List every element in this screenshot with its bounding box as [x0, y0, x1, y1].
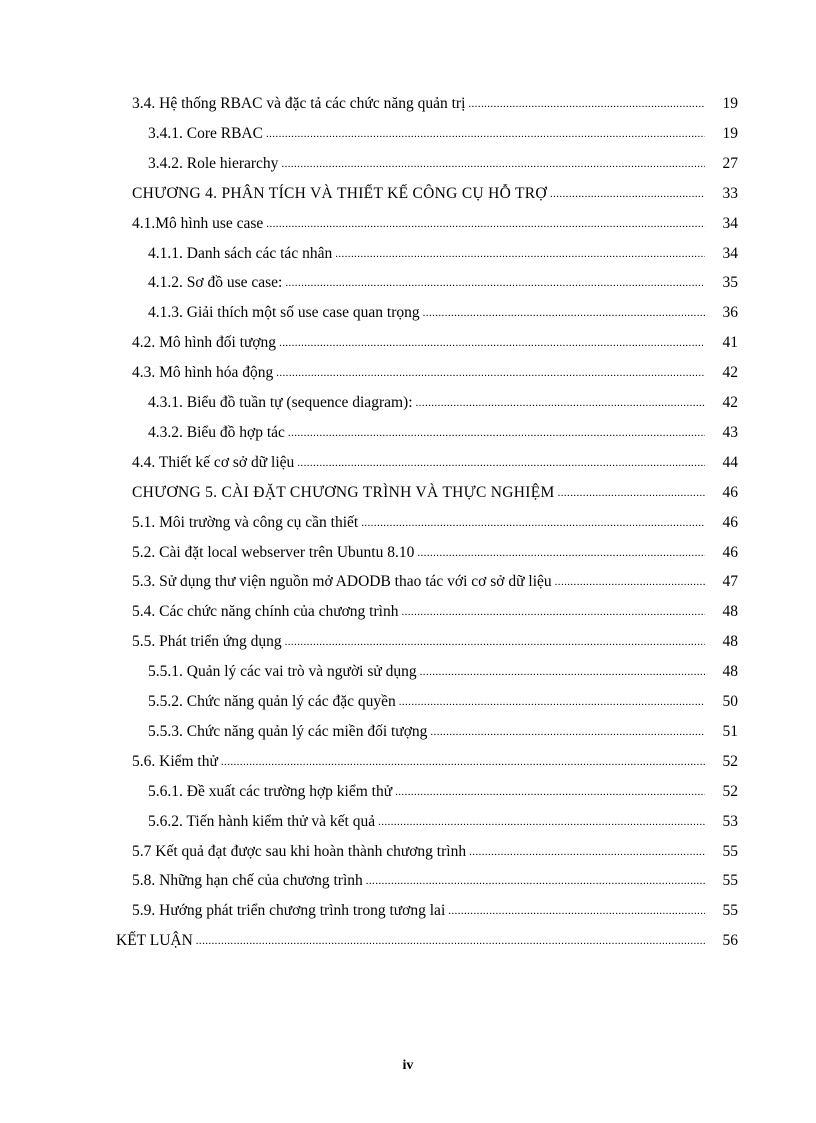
- toc-entry[interactable]: [148, 657, 738, 687]
- dot-leader: [279, 334, 705, 352]
- toc-entry-page: 55: [722, 842, 738, 860]
- toc-entry-page: 56: [722, 932, 738, 950]
- toc-entry[interactable]: [148, 239, 738, 269]
- toc-entry[interactable]: [116, 926, 738, 956]
- toc-entry-title: 4.3.2. Biểu đồ hợp tác: [148, 423, 285, 441]
- dot-leader: [448, 902, 705, 920]
- toc-entry-page: 43: [722, 423, 738, 441]
- toc-entry-page: 44: [722, 453, 738, 471]
- toc-entry[interactable]: [132, 328, 738, 358]
- toc-entry[interactable]: [148, 268, 738, 298]
- toc-entry-title: 4.2. Mô hình đối tượng: [132, 334, 277, 352]
- toc-entry[interactable]: [132, 866, 738, 896]
- dot-leader: [416, 394, 705, 412]
- toc-entry-page: 42: [722, 364, 738, 382]
- toc-entry-title: 4.1.2. Sơ đồ use case:: [148, 274, 283, 292]
- toc-entry-page: 46: [722, 483, 738, 501]
- toc-entry[interactable]: [148, 418, 738, 448]
- toc-entry[interactable]: [132, 538, 738, 568]
- toc-entry[interactable]: [132, 448, 738, 478]
- dot-leader: [196, 932, 705, 950]
- dot-leader: [266, 215, 705, 233]
- toc-entry-title: 3.4.1. Core RBAC: [148, 124, 263, 142]
- dot-leader: [417, 544, 705, 562]
- toc-entry-title: 5.6. Kiểm thử: [132, 752, 218, 770]
- toc-entry-title: 5.6.2. Tiến hành kiểm thử và kết quả: [148, 812, 376, 830]
- dot-leader: [401, 603, 705, 621]
- toc-entry-page: 35: [722, 274, 738, 292]
- dot-leader: [335, 245, 705, 263]
- dot-leader: [550, 185, 705, 203]
- dot-leader: [555, 573, 705, 591]
- toc-entry-title: 5.5. Phát triển ứng dụng: [132, 633, 282, 651]
- toc-entry[interactable]: [132, 179, 738, 209]
- toc-entry[interactable]: [132, 747, 738, 777]
- toc-entry-title: 5.7 Kết quả đạt được sau khi hoàn thành chương trình: [132, 842, 467, 860]
- toc-entry-title: CHƯƠNG 4. PHÂN TÍCH VÀ THIẾT KẾ CÔNG CỤ HỖ TRỢ: [132, 184, 547, 202]
- toc-entry[interactable]: [148, 298, 738, 328]
- toc-entry-title: 3.4.2. Role hierarchy: [148, 154, 279, 172]
- toc-entry-page: 34: [722, 214, 738, 232]
- dot-leader: [378, 813, 705, 831]
- toc-entry-page: 51: [722, 722, 738, 740]
- toc-entry[interactable]: [148, 119, 738, 149]
- dot-leader: [469, 843, 705, 861]
- page-number: iv: [402, 1058, 414, 1073]
- dot-leader: [288, 424, 705, 442]
- toc-entry-title: 3.4. Hệ thống RBAC và đặc tả các chức năng quản trị: [132, 95, 466, 112]
- dot-leader: [221, 753, 705, 771]
- toc-entry-title: 4.3. Mô hình hóa động: [132, 364, 274, 382]
- toc-entry-page: 19: [722, 95, 738, 112]
- toc-entry-page: 34: [722, 244, 738, 262]
- toc-entry-title: KẾT LUẬN: [116, 932, 193, 950]
- toc-entry-page: 46: [722, 513, 738, 531]
- toc-entry-title: CHƯƠNG 5. CÀI ĐẶT CHƯƠNG TRÌNH VÀ THỰC NGHIỆM: [132, 483, 555, 501]
- toc-entry[interactable]: [132, 567, 738, 597]
- dot-leader: [285, 274, 705, 292]
- toc-entry-page: 52: [722, 782, 738, 800]
- toc-entry-page: 46: [722, 543, 738, 561]
- toc-entry[interactable]: [132, 478, 738, 508]
- toc-entry-title: 5.4. Các chức năng chính của chương trình: [132, 603, 399, 621]
- toc-entry-title: 5.1. Môi trường và công cụ cần thiết: [132, 513, 359, 531]
- toc-entry-page: 48: [722, 633, 738, 651]
- toc-entry[interactable]: [148, 388, 738, 418]
- toc-entry-page: 55: [722, 872, 738, 890]
- toc-entry-page: 42: [722, 394, 738, 411]
- toc-entry[interactable]: [132, 597, 738, 627]
- toc-entry[interactable]: [132, 837, 738, 867]
- dot-leader: [281, 155, 705, 173]
- dot-leader: [558, 484, 705, 502]
- toc-entry-title: 4.1.3. Giải thích một số use case quan trọng: [148, 304, 420, 322]
- dot-leader: [420, 663, 705, 681]
- toc-entry[interactable]: [132, 896, 738, 926]
- toc-entry[interactable]: [132, 627, 738, 657]
- toc-entry-page: 41: [722, 334, 738, 352]
- toc-entry-title: 5.6.1. Đề xuất các trường hợp kiểm thử: [148, 782, 393, 800]
- toc-entry[interactable]: [132, 89, 738, 119]
- toc-entry-page: 33: [722, 184, 738, 202]
- toc-entry[interactable]: [148, 807, 738, 837]
- dot-leader: [430, 723, 705, 741]
- dot-leader: [285, 633, 705, 651]
- toc-entry-page: 36: [722, 304, 738, 322]
- toc-entry[interactable]: [148, 717, 738, 747]
- dot-leader: [361, 514, 705, 532]
- dot-leader: [423, 304, 705, 322]
- toc-entry-title: 5.2. Cài đặt local webserver trên Ubuntu 8.10: [132, 543, 415, 561]
- toc-entry[interactable]: [148, 687, 738, 717]
- toc-entry-title: 5.3. Sử dụng thư viện nguồn mở ADODB thao tác với cơ sở dữ liệu: [132, 573, 552, 591]
- toc-entry[interactable]: [132, 358, 738, 388]
- toc-entry-page: 53: [722, 812, 738, 830]
- toc-entry-page: 55: [722, 902, 738, 920]
- dot-leader: [399, 693, 705, 711]
- toc-entry-page: 19: [722, 124, 738, 142]
- toc-entry-title: 4.4. Thiết kế cơ sở dữ liệu: [132, 453, 295, 471]
- toc-entry[interactable]: [148, 777, 738, 807]
- toc-entry-title: 4.1.Mô hình use case: [132, 214, 264, 232]
- dot-leader: [395, 783, 705, 801]
- toc-entry-page: 52: [722, 752, 738, 770]
- toc-entry-title: 5.5.3. Chức năng quản lý các miền đối tượng: [148, 722, 428, 740]
- dot-leader: [366, 872, 705, 890]
- toc-entry-title: 5.9. Hướng phát triển chương trình trong tương lai: [132, 902, 446, 920]
- dot-leader: [297, 454, 705, 472]
- toc-entry-title: 5.5.1. Quản lý các vai trò và người sử dụng: [148, 663, 417, 681]
- toc-entry-title: 5.8. Những hạn chế của chương trình: [132, 872, 363, 890]
- toc-entry-title: 4.1.1. Danh sách các tác nhân: [148, 244, 333, 262]
- toc-entry-title: 4.3.1. Biểu đồ tuần tự (sequence diagram):: [148, 394, 413, 411]
- dot-leader: [266, 125, 705, 143]
- toc-entry-page: 48: [722, 603, 738, 621]
- dot-leader: [276, 364, 705, 382]
- toc-entry-page: 50: [722, 693, 738, 710]
- toc-entry[interactable]: [132, 508, 738, 538]
- toc-entry-page: 47: [722, 573, 738, 591]
- toc-entry[interactable]: [148, 149, 738, 179]
- dot-leader: [468, 95, 705, 113]
- toc-entry[interactable]: [132, 209, 738, 239]
- toc-entry-title: 5.5.2. Chức năng quản lý các đặc quyền: [148, 693, 396, 710]
- toc-entry-page: 27: [722, 154, 738, 172]
- toc-entry-page: 48: [722, 663, 738, 681]
